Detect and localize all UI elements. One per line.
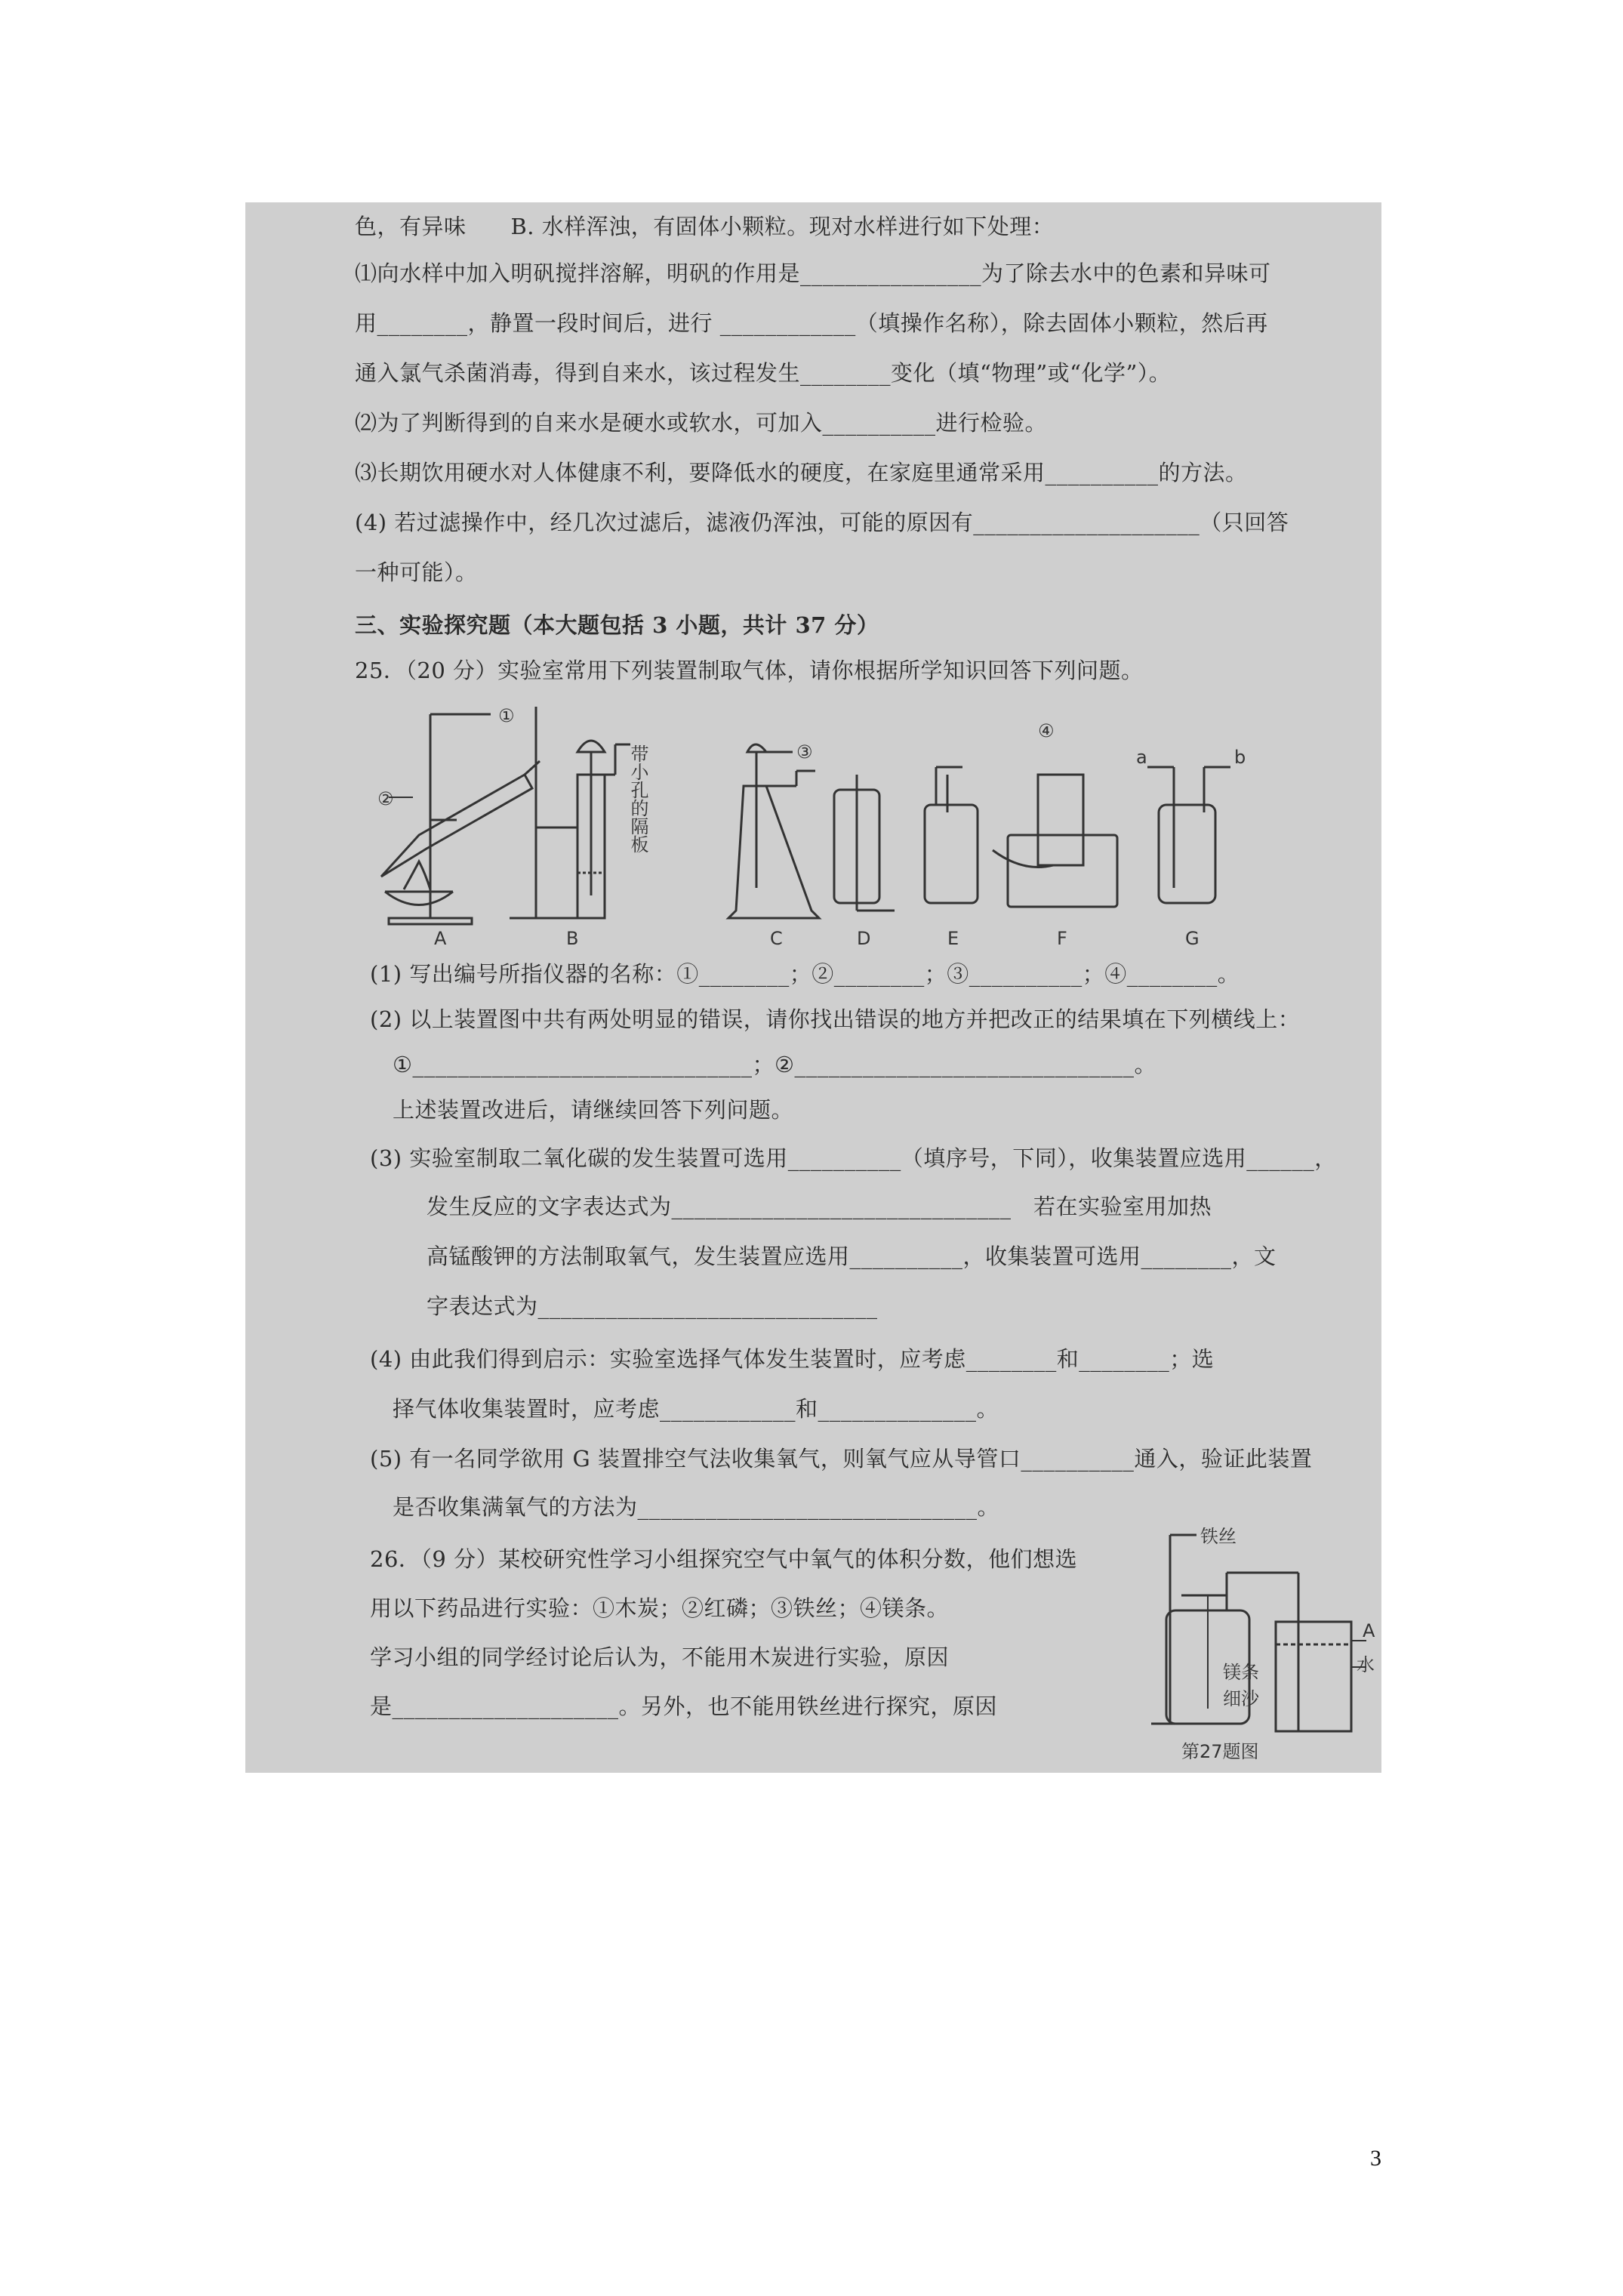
text-line: 一种可能）。 bbox=[355, 559, 478, 585]
text-line: 择气体收集装置时，应考虑____________和______________。 bbox=[393, 1396, 999, 1422]
text-line: 学习小组的同学经讨论后认为，不能用木炭进行实验，原因 bbox=[370, 1644, 950, 1670]
text-line: 是____________________。另外，也不能用铁丝进行探究，原因 bbox=[370, 1693, 998, 1719]
text-line: ①______________________________；②______________________________。 bbox=[393, 1052, 1156, 1077]
section-heading: 三、实验探究题（本大题包括 3 小题，共计 37 分） bbox=[355, 612, 879, 638]
apparatus-figure bbox=[374, 692, 1355, 948]
label-c: C bbox=[770, 928, 783, 948]
text-line: (1) 写出编号所指仪器的名称：①________；②________；③__________；④________。 bbox=[370, 961, 1240, 987]
a-label: A bbox=[1363, 1620, 1375, 1641]
apparatus-a bbox=[381, 714, 540, 924]
figure-caption: 第27题图 bbox=[1181, 1741, 1259, 1762]
text-line: (5) 有一名同学欲用 G 装置排空气法收集氧气，则氧气应从导管口__________通入，验证此装置 bbox=[370, 1446, 1313, 1472]
apparatus-b bbox=[510, 707, 630, 918]
label-f: F bbox=[1057, 928, 1067, 948]
apparatus-c bbox=[728, 744, 819, 918]
text-line: (4) 由此我们得到启示：实验室选择气体发生装置时，应考虑________和________；选 bbox=[370, 1346, 1215, 1372]
text-line: 用________，静置一段时间后，进行 ____________（填操作名称），除去固体小颗粒，然后再 bbox=[355, 310, 1268, 336]
label-g: G bbox=[1185, 928, 1200, 948]
label-a: A bbox=[434, 928, 447, 948]
text-line: 字表达式为______________________________ bbox=[427, 1293, 878, 1319]
port-a: a bbox=[1136, 747, 1147, 768]
label-d: D bbox=[857, 928, 871, 948]
water-label: 水 bbox=[1357, 1654, 1375, 1675]
apparatus-f bbox=[993, 775, 1117, 907]
text-line: ⑴向水样中加入明矾搅拌溶解，明矾的作用是________________为了除去水中的色素和异味可 bbox=[355, 260, 1271, 286]
b-annotation: 带小孔的隔板 bbox=[627, 744, 648, 853]
question-25-stem: 25．（20 分）实验室常用下列装置制取气体，请你根据所学知识回答下列问题。 bbox=[355, 658, 1144, 683]
text-line: ⑶长期饮用硬水对人体健康不利，要降低水的硬度，在家庭里通常采用__________的方法。 bbox=[355, 460, 1248, 485]
figure-27 bbox=[1136, 1527, 1378, 1769]
marker-1: ① bbox=[498, 705, 515, 726]
label-e: E bbox=[947, 928, 959, 948]
text-line: 用以下药品进行实验：①木炭；②红磷；③铁丝；④镁条。 bbox=[370, 1595, 950, 1621]
label-b: B bbox=[566, 928, 579, 948]
text-line: 高锰酸钾的方法制取氧气，发生装置应选用__________，收集装置可选用________，文 bbox=[427, 1244, 1277, 1269]
scanned-page bbox=[245, 202, 1381, 1773]
marker-2: ② bbox=[377, 788, 394, 809]
apparatus-g bbox=[1147, 767, 1230, 903]
text-line: 色，有异味 B. 水样浑浊，有固体小颗粒。现对水样进行如下处理： bbox=[355, 214, 1055, 239]
text-line: 通入氯气杀菌消毒，得到自来水，该过程发生________变化（填“物理”或“化学”）。 bbox=[355, 360, 1172, 386]
wire-label: 铁丝 bbox=[1200, 1527, 1236, 1547]
port-b: b bbox=[1234, 747, 1246, 768]
ribbon-label: 镁条 bbox=[1223, 1662, 1259, 1683]
text-line: (3) 实验室制取二氧化碳的发生装置可选用__________（填序号，下同），收集装置应选用______， bbox=[370, 1145, 1337, 1171]
text-line: 是否收集满氧气的方法为______________________________。 bbox=[393, 1494, 1000, 1520]
question-26-stem: 26．（9 分）某校研究性学习小组探究空气中氧气的体积分数，他们想选 bbox=[370, 1546, 1078, 1572]
text-line: 发生反应的文字表达式为______________________________ 若在实验室用加热 bbox=[427, 1194, 1212, 1219]
text-line: (2) 以上装置图中共有两处明显的错误，请你找出错误的地方并把改正的结果填在下列横线上： bbox=[370, 1006, 1301, 1032]
sand-label: 细沙 bbox=[1223, 1688, 1259, 1709]
marker-4: ④ bbox=[1038, 720, 1055, 741]
apparatus-e bbox=[925, 767, 978, 903]
marker-3: ③ bbox=[796, 741, 813, 763]
text-line: ⑵为了判断得到的自来水是硬水或软水，可加入__________进行检验。 bbox=[355, 410, 1048, 436]
page-number: 3 bbox=[1370, 2146, 1381, 2171]
apparatus-d bbox=[834, 775, 895, 911]
text-line: 上述装置改进后，请继续回答下列问题。 bbox=[393, 1097, 794, 1123]
text-line: (4) 若过滤操作中，经几次过滤后，滤液仍浑浊，可能的原因有____________________（只回答 bbox=[355, 510, 1289, 535]
